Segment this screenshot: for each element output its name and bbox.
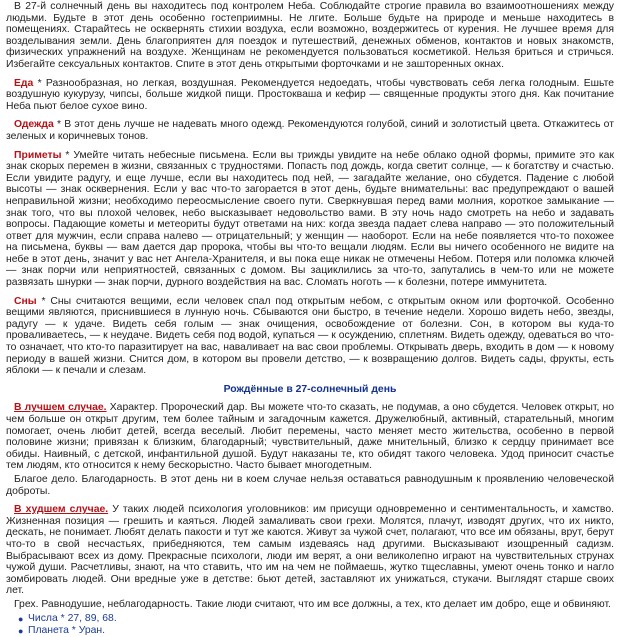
numbers-value: * 27, 89, 68.	[57, 612, 117, 624]
worst-text: У таких людей психология уголовников: им присущи одновременно и сентиментальность, и хамство. Жизненная позиция — грешить и каяться. Людей замаливать свои грехи. Молятся, плачут, изводят других, что их никто, дескать, не понимает. Любят делать пакости и тут же каются. Живут за чужой счет, полагают, что все им обязаны, врут, берут что-то в свой несчастьях, прибедняются, тем самым издеваясь над другими. Высказывают изощренный садизм. Выбрасывают всех из дому. Прекрасные психологи, люди им верят, а они великолепно играют на чувствительных струнах чужой души. Расчетливы, знают, на что ставить, что им на чем не поймаешь, жутко тщеславны, умеют очень тонко и нагло зомбировать людей. Они вредные уже в детстве: бьют детей, заставляют их унижаться, стукачи. Выглядят старше своих лет.	[6, 504, 614, 597]
best-section	[6, 402, 614, 472]
list-item	[18, 624, 614, 637]
intro-paragraph: В 27-й солнечный день вы находитесь под контролем Неба. Соблюдайте строгие правила во взаимоотношениях между людьми. Будьте в этот день особенно гостеприимны. Не лгите. Больше будьте на природе и меньше находитесь в помещениях. Старайтесь не осквернять стихии воздуха, если возможно, воздержитесь от курения. Не лучшее время для возделывания земли. День благоприятен для поездок и путешествий, денежных обменов, контактов и новых знакомств, физических упражнений на воздухе. Женщинам не рекомендуется пользоваться косметикой. Нельзя бриться и стричься. Избегайте сексуальных контактов. Спите в этот день открытыми форточками и не зашторенных окнах.	[6, 1, 614, 70]
food-text: * Разнообразная, но легкая, воздушная. Рекомендуется недоедать, чтобы чувствовать себя легка голодным. Ешьте воздушную кукурузу, чипсы, больше жидкой пищи. Простокваша и кефир — священные продукты этого дня. Как почитание Неба пьют белое сухое вино.	[6, 77, 614, 112]
dreams-label: Сны	[14, 295, 37, 307]
omens-label: Приметы	[14, 149, 62, 161]
omens-section	[6, 150, 614, 289]
omens-text: * Умейте читать небесные письмена. Если вы трижды увидите на небе облако одной формы, примите это как знак скорых перемен в жизни, связанных с трудностями. Попасть под дождь, когда светит солнце, — к богатству и счастью. Если увидите радугу, и еще лучше, если вы находитесь под ней, — загадайте желание, оно сбудется. Падение с любой высоты — знак осквернения. Если у вас что-то загорается в этот день, будьте внимательны: вас предупреждают о вашей неправильной жизни; необходимо переосмысление своего пути. Сверкнувшая перед вами молния, короткое замыкание — знак того, что вы плохой человек, небо высказывает недовольство вами. В эту ночь надо смотреть на небо и задавать вопросы. Падающие кометы и метеориты будут ответами на них: когда звезда падает слева направо — это положительный ответ для мужчин, если справа налево — отрицательный; у женщин — наоборот. Если на небе появляется что-то похожее на письмена, буквы — вам дается дар пророка, чтобы вы что-то вещали людям. Если вы ничего особенного не видите на небе в этот день, значит у вас нет Ангела-Хранителя, и вы пока еще никак не отмечены Небом. Потеря или поломка ключей— знак порчи или неприятностей, связанных с домом. Вы зациклились за что-то, запутались в чем-то или не можете развязать шнурки — знак порчи, дурного воздействия на вас. Сломать ноготь — к болезни, потере иммунитета.	[6, 149, 614, 289]
born-heading: Рождённые в 27-солнечный день	[223, 383, 397, 395]
numbers-label: Числа	[28, 612, 58, 624]
list-item	[18, 612, 614, 625]
sin-paragraph: Грех. Равнодушие, неблагодарность. Такие люди считают, что им все должны, а тех, кто делает им добро, еще и обвиняют.	[14, 598, 611, 610]
worst-section	[6, 504, 614, 597]
bullet-icon: ●	[18, 613, 24, 624]
bullet-icon: ●	[18, 625, 24, 636]
virtue-paragraph: Благое дело. Благодарность. В этот день ни в коем случае нельзя оставаться равнодушным к проявлению человеческой доброты.	[6, 473, 614, 497]
planet-label: Планета	[28, 624, 69, 636]
attributes-list	[6, 613, 614, 637]
dreams-section	[6, 296, 614, 377]
clothes-text: * В этот день лучше не надевать много одежд. Рекомендуются голубой, синий и золотистый цвета. Откажитесь от зеленых и коричневых тонов.	[6, 119, 614, 142]
best-label: В лучшем случае.	[14, 402, 107, 414]
worst-label: В худшем случае.	[14, 504, 109, 516]
clothes-section	[6, 119, 614, 142]
clothes-label: Одежда	[14, 119, 54, 131]
best-text: Характер. Пророческий дар. Вы можете что-то сказать, не подумав, а оно сбудется. Человек открыт, но чем больше он открыт другим, тем более тайным и загадочным кажется. Дружелюбный, активный, старательный, многим помогает, очень любит детей, всегда веселый. Любит перемены, часто меняет место жительства, особенно в первой половине жизни; привязан к близким, благодарный; чувствительный, даже мнительный, близко к сердцу принимает все обиды. Наивный, с детской, инфантильной душой. Будут наказаны те, кто обидят такого человека. Удод приносит счастье тем людям, кто относится к нему бескорыстно. Часто бывает многодетным.	[6, 402, 615, 472]
planet-value: * Уран.	[68, 624, 106, 636]
dreams-text: * Сны считаются вещими, если человек спал под открытым небом, с открытым окном или форточкой. Особенно вещими являются, приснившиеся в лунную ночь. Сбываются они быстро, в течение недели. Хорошо видеть небо, звезды, радугу — к удаче. Видеть себя голым — знак очищения, освобождение от болезни. Сон, в котором вы куда-то проваливаетесь, — к неудаче. Видеть себя под водой, купаться — к осуждению, сплетням. Видеть одежду, одеваться во что-то означает, что кто-то паразитирует на вас, наваливает на вас свои проблемы. Открывать дверь, входить в дом — к новому периоду в вашей жизни. Снится дом, в котором вы провели детство, — к возвращению долгов. Видеть сады, фрукты, есть яблоки — к печали и слезам.	[6, 295, 614, 377]
food-label: Еда	[14, 77, 34, 89]
food-section	[6, 78, 614, 113]
